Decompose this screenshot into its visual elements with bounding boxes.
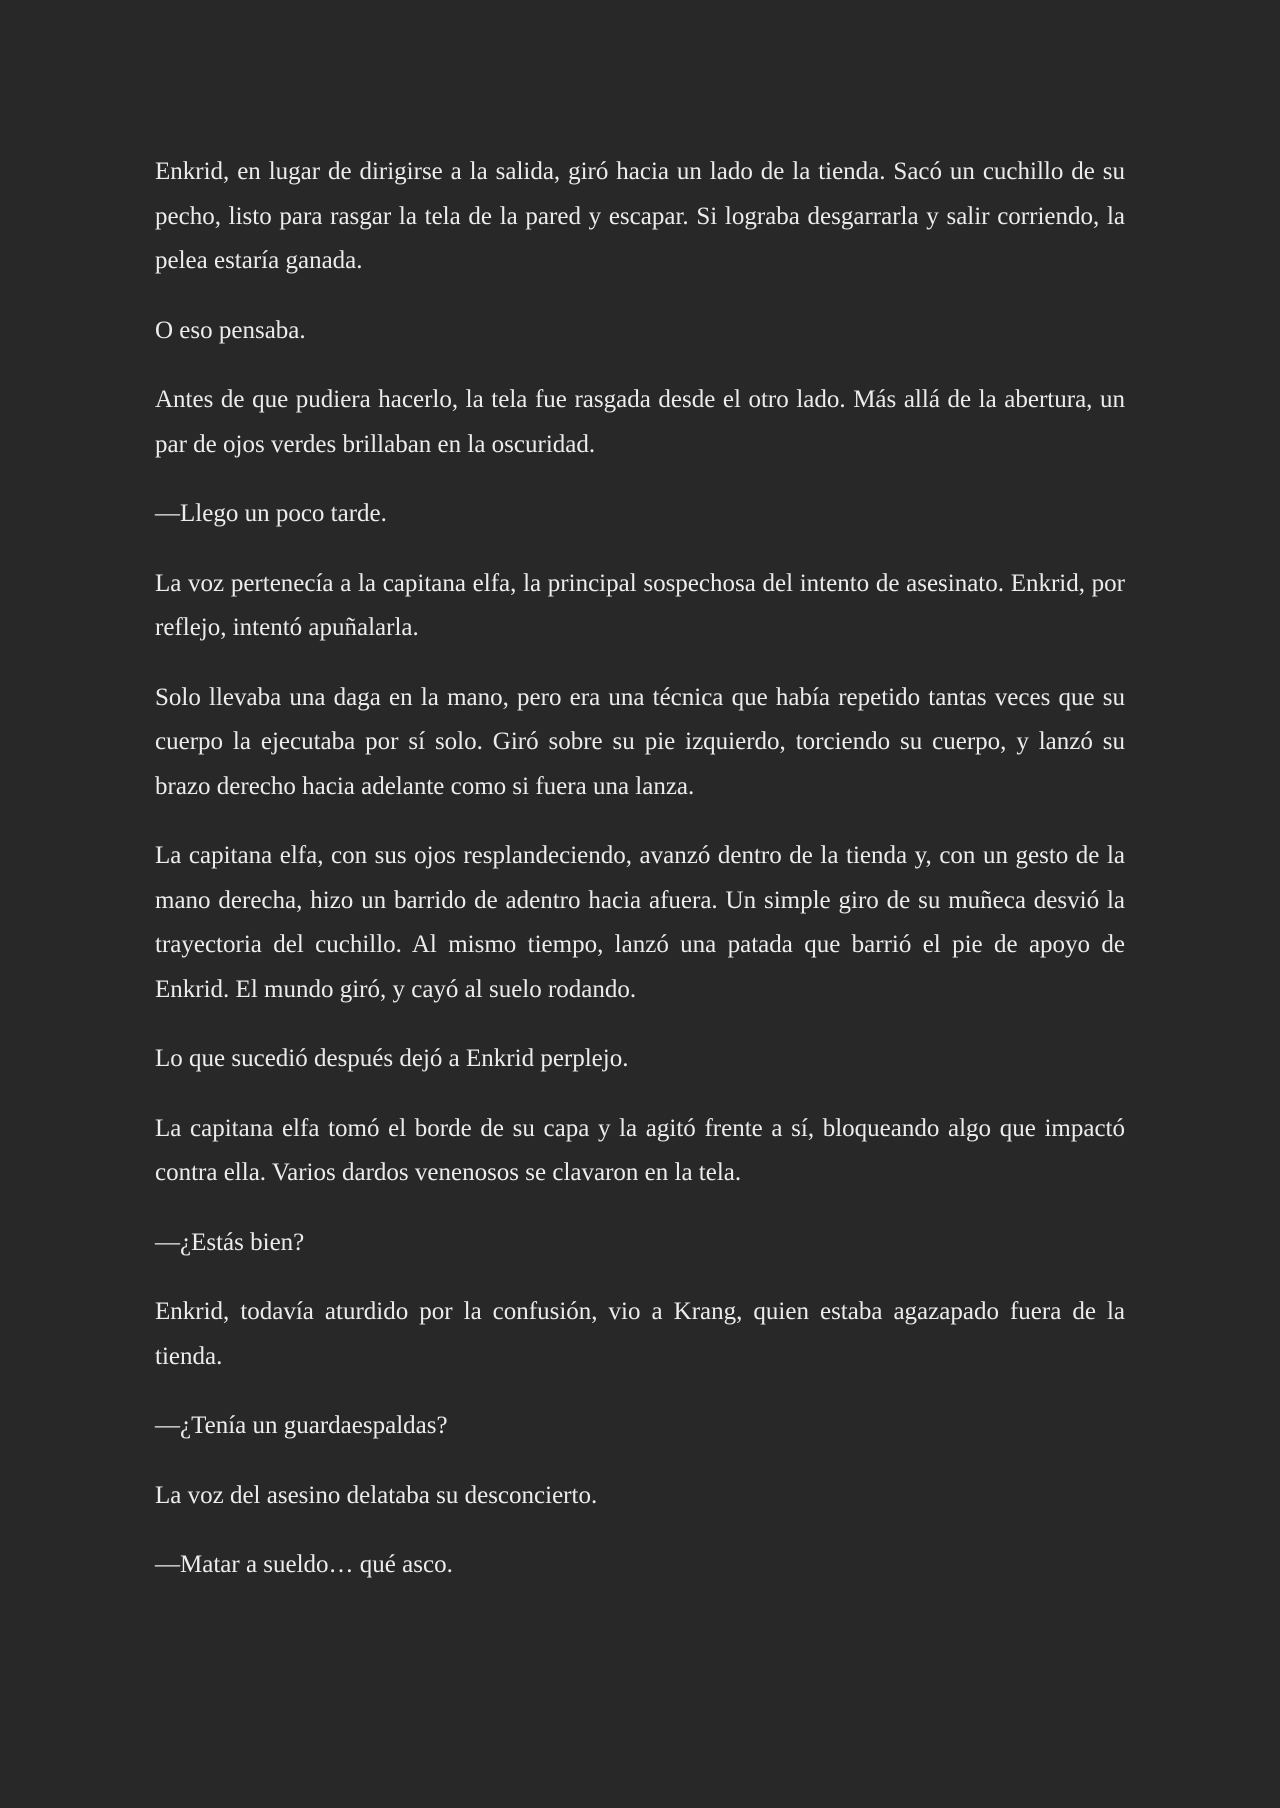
paragraph-2: O eso pensaba.	[155, 316, 306, 344]
paragraph-6: Solo llevaba una daga en la mano, pero era una técnica que había repetido tantas veces que su cuerpo la ejecutaba por sí solo. Giró sobre su pie izquierdo, torciendo su cuerpo, y lanzó su brazo derecho hacia adelante como si fuera una lanza.	[155, 683, 1125, 800]
paragraph-10: —¿Estás bien?	[155, 1228, 305, 1256]
paragraph-5: La voz pertenecía a la capitana elfa, la principal sospechosa del intento de asesinato. Enkrid, por reflejo, intentó apuñalarla.	[155, 569, 1125, 641]
paragraph-3: Antes de que pudiera hacerlo, la tela fue rasgada desde el otro lado. Más allá de la abertura, un par de ojos verdes brillaban en la oscuridad.	[155, 386, 1125, 458]
paragraph-14: —Matar a sueldo… qué asco.	[155, 1551, 453, 1578]
paragraph-1: Enkrid, en lugar de dirigirse a la salida, giró hacia un lado de la tienda. Sacó un cuchillo de su pecho, listo para rasgar la tela de la pared y escapar. Si lograba desgarrarla y salir corriendo, la pelea estaría ganada.	[155, 158, 1125, 274]
paragraph-13: La voz del asesino delataba su desconcierto.	[155, 1481, 598, 1509]
chapter-text	[155, 150, 1125, 1588]
paragraph-12: —¿Tenía un guardaespaldas?	[155, 1412, 448, 1439]
paragraph-9: La capitana elfa tomó el borde de su capa y la agitó frente a sí, bloqueando algo que impactó contra ella. Varios dardos venenosos se clavaron en la tela.	[155, 1114, 1125, 1186]
paragraph-7: La capitana elfa, con sus ojos resplandeciendo, avanzó dentro de la tienda y, con un gesto de la mano derecha, hizo un barrido de adentro hacia afuera. Un simple giro de su muñeca desvió la trayectoria del cuchillo. Al mismo tiempo, lanzó una patada que barrió el pie de apoyo de Enkrid. El mundo giró, y cayó al suelo rodando.	[155, 842, 1125, 1003]
paragraph-4: —Llego un poco tarde.	[155, 500, 387, 527]
paragraph-11: Enkrid, todavía aturdido por la confusión, vio a Krang, quien estaba agazapado fuera de la tienda.	[155, 1298, 1125, 1370]
paragraph-8: Lo que sucedió después dejó a Enkrid perplejo.	[155, 1045, 629, 1072]
